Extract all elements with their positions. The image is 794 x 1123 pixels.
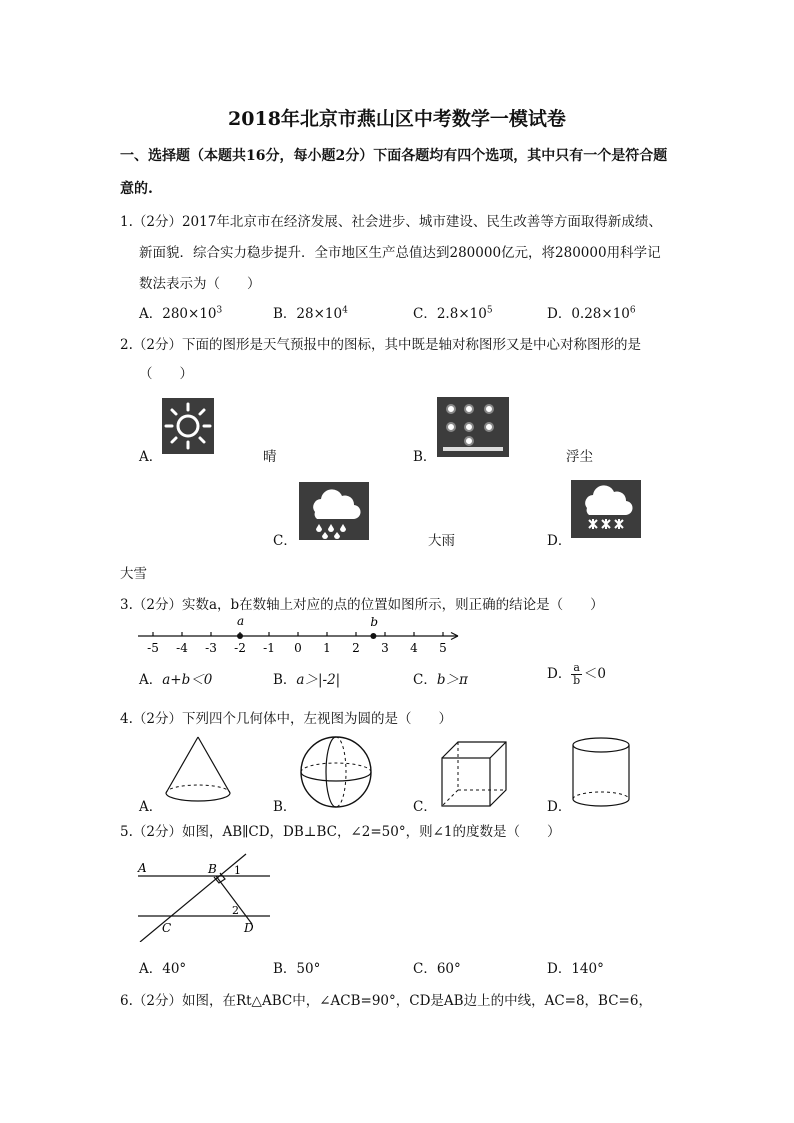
point-a-dot: [237, 633, 243, 639]
q3-option-c[interactable]: [413, 668, 468, 688]
heavy-snow-icon[interactable]: [571, 480, 641, 542]
q2-option-d-label: 大雪: [120, 566, 147, 582]
floating-dust-icon[interactable]: [437, 397, 509, 461]
q5-stem-line1: 5.（2分）如图，AB∥CD，DB⊥BC，∠2=50°，则∠1的度数是（ ）: [120, 824, 561, 840]
q2-option-a-letter[interactable]: A．: [139, 449, 163, 465]
option-base: 2.8×10: [436, 306, 487, 322]
sphere-icon[interactable]: [298, 734, 374, 814]
q3-option-a[interactable]: [139, 668, 212, 688]
option-text: a＞|-2|: [296, 672, 341, 688]
number-line-tick-label: 0: [294, 641, 302, 655]
number-line-tick-label: 5: [439, 641, 447, 655]
q4-option-a-letter[interactable]: A．: [139, 799, 163, 815]
q1-stem-line1: 1.（2分）2017年北京市在经济发展、社会进步、城市建设、民生改善等方面取得新成绩、: [120, 214, 662, 230]
option-letter: A．: [139, 961, 163, 977]
option-exponent: 5: [486, 305, 493, 316]
point-a-label: a: [237, 614, 245, 628]
q4-option-c-letter[interactable]: C．: [413, 799, 437, 815]
sunny-icon[interactable]: [162, 398, 214, 458]
q2-option-d-letter[interactable]: D．: [547, 533, 572, 549]
option-base: 0.28×10: [571, 306, 630, 322]
q2-stem-line1: 2.（2分）下面的图形是天气预报中的图标，其中既是轴对称图形又是中心对称图形的是: [120, 337, 641, 353]
page-title: 2018年北京市燕山区中考数学一模试卷: [228, 108, 566, 130]
number-line-tick-label: -5: [147, 641, 159, 655]
q1-option-b[interactable]: [273, 302, 348, 322]
cylinder-icon[interactable]: [570, 735, 632, 815]
label-angle-1: 1: [234, 864, 241, 877]
q3-stem-line1: 3.（2分）实数a，b在数轴上对应的点的位置如图所示，则正确的结论是（ ）: [120, 597, 604, 613]
option-text: b＞π: [436, 672, 468, 688]
q6-stem-line1: 6.（2分）如图，在Rt△ABC中，∠ACB=90°，CD是AB边上的中线，AC=8，BC=6，: [120, 993, 652, 1009]
q4-option-b-letter[interactable]: B．: [273, 799, 297, 815]
option-text: 140°: [571, 961, 604, 977]
label-b: B: [208, 862, 217, 876]
option-letter: A．: [139, 306, 163, 322]
number-line-tick-label: 2: [352, 641, 360, 655]
option-letter: D．: [547, 666, 572, 682]
fraction-denominator: b: [573, 674, 581, 687]
q1-option-d[interactable]: [547, 302, 636, 322]
option-text: 40°: [162, 961, 187, 977]
q2-stem-line2: （ ）: [139, 366, 193, 382]
cone-icon[interactable]: [160, 733, 236, 809]
q4-stem-line1: 4.（2分）下列四个几何体中，左视图为圆的是（ ）: [120, 711, 452, 727]
option-letter: C．: [413, 672, 437, 688]
number-line-tick-label: -2: [234, 641, 246, 655]
q5-option-c[interactable]: [413, 957, 461, 977]
label-angle-2: 2: [232, 904, 239, 917]
option-letter: B．: [273, 306, 297, 322]
q1-option-a[interactable]: [139, 302, 222, 322]
section-heading-line2: 意的.: [120, 181, 153, 197]
number-line-tick-label: -1: [263, 641, 275, 655]
section-heading-line1: 一、选择题（本题共16分，每小题2分）下面各题均有四个选项，其中只有一个是符合题: [120, 148, 668, 164]
label-d: D: [244, 921, 254, 935]
option-text: 60°: [436, 961, 461, 977]
q5-option-d[interactable]: [547, 957, 604, 977]
option-exponent: 3: [216, 305, 223, 316]
option-letter: C．: [413, 961, 437, 977]
q4-option-d-letter[interactable]: D．: [547, 799, 572, 815]
label-c: C: [162, 921, 172, 935]
option-letter: C．: [413, 306, 437, 322]
q1-stem-line3: 数法表示为（ ）: [139, 276, 261, 292]
q2-option-b-label: 浮尘: [566, 449, 593, 465]
option-exponent: 4: [342, 305, 348, 316]
q2-option-b-letter[interactable]: B．: [413, 449, 437, 465]
option-exponent: 6: [629, 305, 636, 316]
label-a: A: [138, 861, 147, 875]
q5-option-b[interactable]: [273, 957, 320, 977]
option-letter: B．: [273, 961, 297, 977]
point-b-dot: [370, 633, 376, 639]
q1-option-c[interactable]: [413, 302, 493, 322]
option-letter: B．: [273, 672, 297, 688]
option-base: 280×10: [162, 306, 217, 322]
number-line-tick-label: -4: [176, 641, 188, 655]
q3-option-b[interactable]: [273, 668, 340, 688]
option-text: a+b＜0: [162, 672, 213, 688]
q2-option-a-label: 晴: [263, 449, 277, 465]
number-line-tick-label: -3: [205, 641, 217, 655]
option-letter: A．: [139, 672, 163, 688]
option-text: 50°: [296, 961, 321, 977]
number-line-figure: [136, 612, 466, 662]
q5-option-a[interactable]: [139, 957, 186, 977]
q3-option-d[interactable]: [547, 662, 606, 687]
option-letter: D．: [547, 961, 572, 977]
heavy-rain-icon[interactable]: [299, 482, 369, 544]
number-line-tick-label: 1: [323, 641, 331, 655]
option-letter: D．: [547, 306, 572, 322]
cube-icon[interactable]: [438, 738, 510, 814]
fraction-numerator: a: [573, 661, 580, 674]
q1-stem-line2: 新面貌．综合实力稳步提升．全市地区生产总值达到280000亿元，将280000用科学记: [139, 245, 661, 261]
option-base: 28×10: [296, 306, 343, 322]
fraction: [571, 662, 582, 687]
number-line-tick-label: 3: [381, 641, 389, 655]
number-line-tick-label: 4: [410, 641, 418, 655]
q2-option-c-label: 大雨: [428, 533, 455, 549]
parallel-lines-figure: [136, 852, 276, 946]
point-b-label: b: [370, 615, 379, 629]
option-after: ＜0: [583, 666, 606, 682]
q2-option-c-letter[interactable]: C．: [273, 533, 297, 549]
